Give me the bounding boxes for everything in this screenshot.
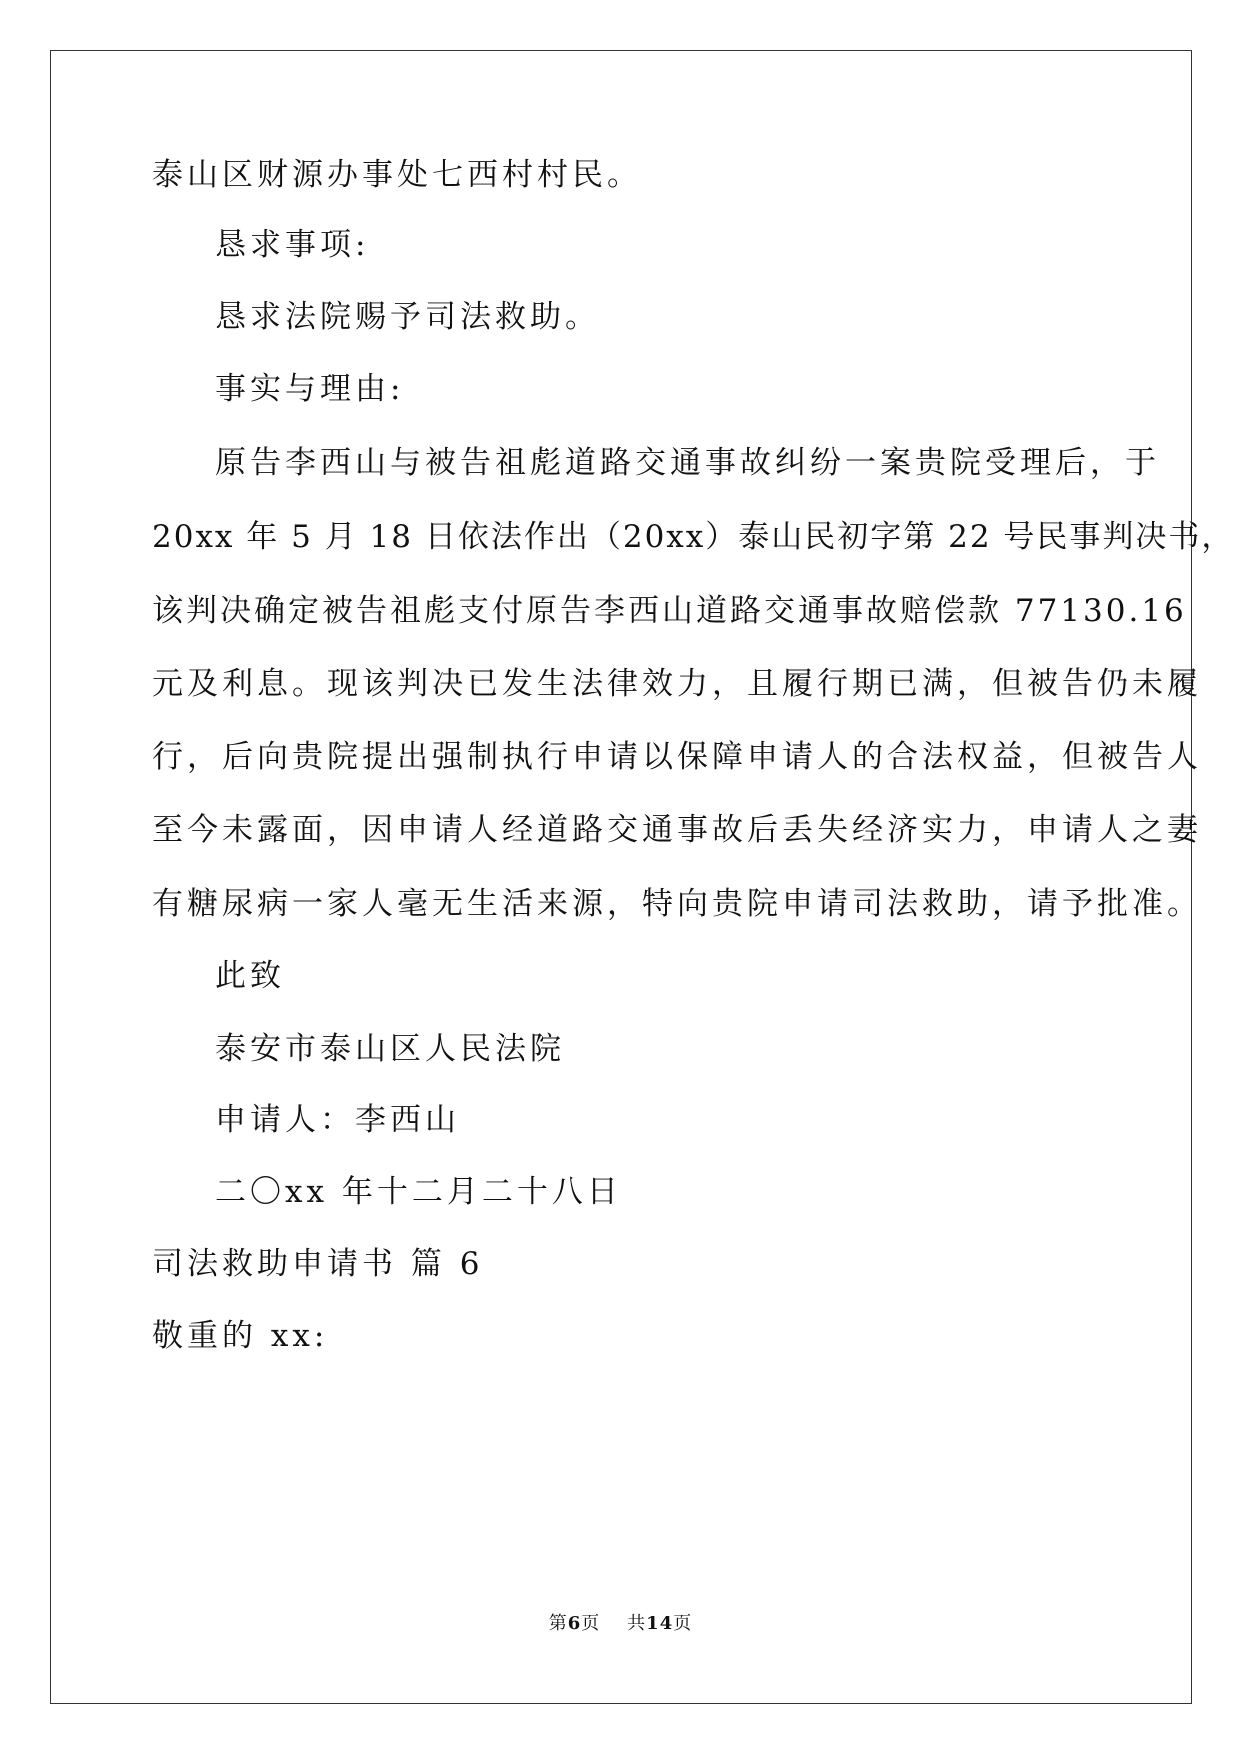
heading-request-items: 恳求事项: [215,227,370,263]
text-line-facts-4: 元及利息。现该判决已发生法律效力，且履行期已满，但被告仍未履 [152,666,1202,702]
text-line-salutation: 此致 [215,958,285,994]
footer-page-number: 6 [567,1613,582,1634]
text-line-applicant: 申请人：李西山 [215,1102,460,1138]
text-line-greeting: 敬重的 xx: [152,1318,329,1354]
text-line-facts-1: 原告李西山与被告祖彪道路交通事故纠纷一案贵院受理后，于 [215,445,1160,481]
section-title: 司法救助申请书 篇 6 [152,1246,484,1282]
text-line-residence: 泰山区财源办事处七西村村民。 [152,157,642,193]
text-line-court: 泰安市泰山区人民法院 [215,1031,565,1067]
text-line-request: 恳求法院赐予司法救助。 [215,299,600,335]
footer-total-prefix: 共 [627,1613,647,1634]
text-line-facts-6: 至今未露面，因申请人经道路交通事故后丢失经济实力，申请人之妻 [152,812,1202,848]
footer-page-suffix: 页 [581,1613,601,1634]
heading-facts-reasons: 事实与理由: [215,371,405,407]
text-line-date: 二〇xx 年十二月二十八日 [215,1174,622,1210]
footer-page-prefix: 第 [548,1613,568,1634]
footer-total-pages: 14 [646,1613,674,1634]
text-line-facts-2: 20xx 年 5 月 18 日依法作出（20xx）泰山民初字第 22 号民事判决书， [152,519,1235,555]
page-footer [0,1612,1241,1636]
text-line-facts-5: 行，后向贵院提出强制执行申请以保障申请人的合法权益，但被告人 [152,739,1202,775]
footer-total-suffix: 页 [673,1613,693,1634]
text-line-facts-3: 该判决确定被告祖彪支付原告李西山道路交通事故赔偿款 77130.16 [152,593,1187,629]
text-line-facts-7: 有糖尿病一家人毫无生活来源，特向贵院申请司法救助，请予批准。 [152,886,1202,922]
